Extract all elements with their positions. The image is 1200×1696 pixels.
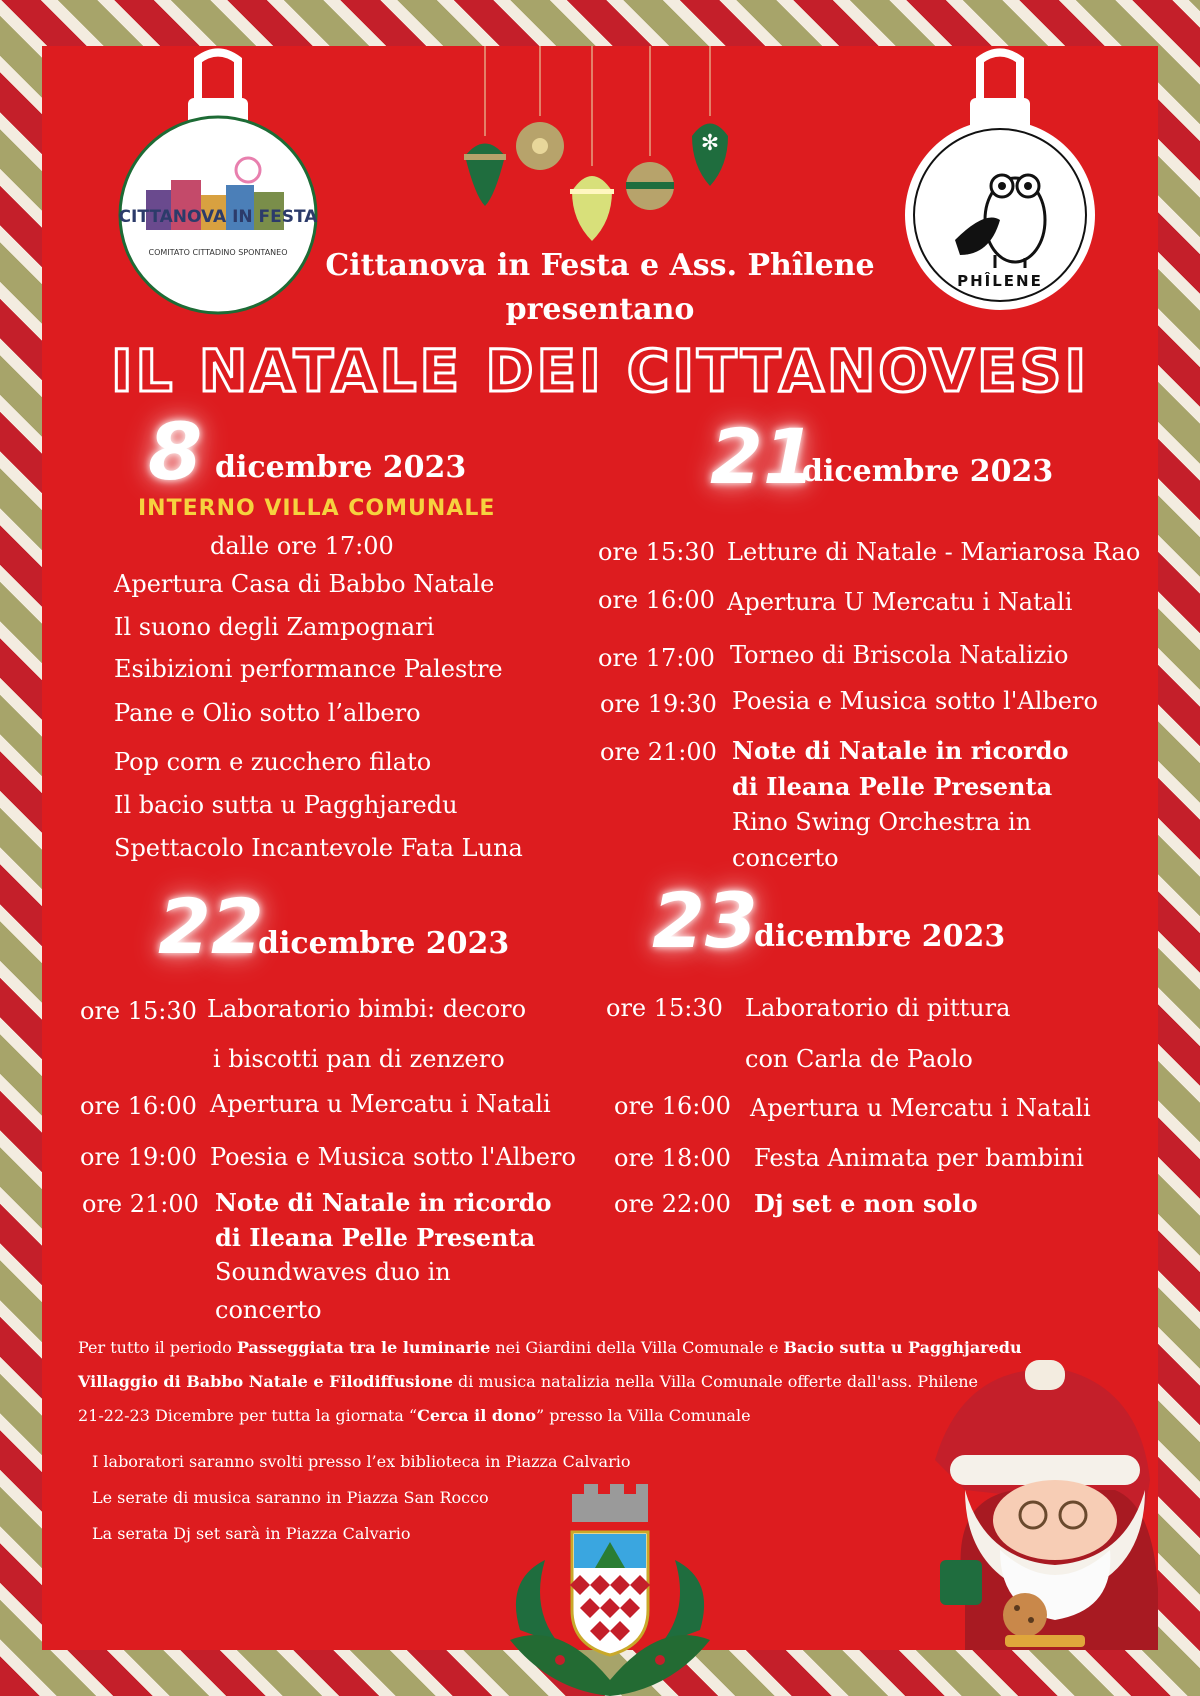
event-text: Apertura u Mercatu i Natali bbox=[210, 1090, 551, 1118]
event-text: concerto bbox=[215, 1296, 322, 1324]
day22-date: dicembre 2023 bbox=[258, 926, 510, 961]
list-item: Spettacolo Incantevole Fata Luna bbox=[114, 834, 523, 862]
event-text: i biscotti pan di zenzero bbox=[213, 1045, 505, 1073]
note-text-bold: Passeggiata tra le luminarie bbox=[236, 1338, 491, 1357]
event-time: ore 16:00 bbox=[598, 586, 715, 614]
note-text-bold: Villaggio di Babbo Natale e Filodiffusione bbox=[78, 1372, 453, 1391]
event-text: Soundwaves duo in bbox=[215, 1258, 451, 1286]
list-item: Il suono degli Zampognari bbox=[114, 613, 435, 641]
event-text-bold: Dj set e non solo bbox=[754, 1189, 978, 1218]
day8-date: dicembre 2023 bbox=[215, 450, 467, 485]
logo-name: PHÎLENE bbox=[957, 272, 1043, 290]
santa-claus-icon bbox=[905, 1350, 1158, 1650]
day21-date: dicembre 2023 bbox=[802, 454, 1054, 489]
note-text: nei Giardini della Villa Comunale e bbox=[490, 1338, 784, 1357]
event-text: Poesia e Musica sotto l'Albero bbox=[732, 687, 1098, 715]
hanging-ornaments-icon bbox=[450, 46, 740, 256]
event-time: ore 16:00 bbox=[614, 1092, 731, 1120]
coat-of-arms-icon bbox=[500, 1480, 720, 1696]
day21-number: 21 bbox=[710, 412, 816, 501]
note-text-bold: Cerca il dono bbox=[417, 1406, 537, 1425]
event-time: ore 22:00 bbox=[614, 1190, 731, 1218]
location-note: Le serate di musica saranno in Piazza San Rocco bbox=[92, 1488, 489, 1507]
event-text: Apertura u Mercatu i Natali bbox=[750, 1094, 1091, 1122]
event-time: ore 16:00 bbox=[80, 1092, 197, 1120]
logo-title: CITTANOVA IN FESTA bbox=[118, 207, 318, 227]
note-text: Per tutto il periodo bbox=[78, 1338, 237, 1357]
note-text: ” presso la Villa Comunale bbox=[536, 1406, 751, 1425]
event-text-bold: di Ileana Pelle Presenta bbox=[215, 1223, 536, 1252]
day22-number: 22 bbox=[158, 882, 264, 971]
event-time: ore 17:00 bbox=[598, 644, 715, 672]
note-line-3 bbox=[78, 1406, 751, 1425]
logo-subtitle: COMITATO CITTADINO SPONTANEO bbox=[148, 248, 288, 257]
location-note: La serata Dj set sarà in Piazza Calvario bbox=[92, 1524, 411, 1543]
location-note: I laboratori saranno svolti presso l’ex biblioteca in Piazza Calvario bbox=[92, 1452, 631, 1471]
event-text-bold: di Ileana Pelle Presenta bbox=[732, 772, 1053, 801]
list-item: Il bacio sutta u Pagghjaredu bbox=[114, 791, 458, 819]
event-text: concerto bbox=[732, 844, 839, 872]
day23-number: 23 bbox=[652, 876, 758, 965]
event-text-bold: Note di Natale in ricordo bbox=[215, 1188, 552, 1217]
event-text: Laboratorio di pittura bbox=[745, 994, 1011, 1022]
event-text: Apertura U Mercatu i Natali bbox=[727, 588, 1073, 616]
day23-date: dicembre 2023 bbox=[754, 919, 1006, 954]
event-time: ore 18:00 bbox=[614, 1144, 731, 1172]
event-text: Torneo di Briscola Natalizio bbox=[730, 641, 1069, 669]
presenter-line1: Cittanova in Festa e Ass. Phîlene bbox=[325, 248, 875, 283]
day8-venue: INTERNO VILLA COMUNALE bbox=[138, 496, 496, 521]
event-text: Poesia e Musica sotto l'Albero bbox=[210, 1143, 576, 1171]
event-text-bold: Note di Natale in ricordo bbox=[732, 736, 1069, 765]
list-item: Pop corn e zucchero filato bbox=[114, 748, 432, 776]
svg-text:✻: ✻ bbox=[700, 131, 720, 156]
day8-number: 8 bbox=[148, 408, 203, 498]
event-time: ore 15:30 bbox=[606, 994, 723, 1022]
note-line-2 bbox=[78, 1372, 978, 1391]
note-text: 21-22-23 Dicembre per tutta la giornata “ bbox=[78, 1406, 418, 1425]
event-text: Letture di Natale - Mariarosa Rao bbox=[727, 538, 1141, 566]
event-text: con Carla de Paolo bbox=[745, 1045, 973, 1073]
event-time: ore 19:30 bbox=[600, 690, 717, 718]
event-time: ore 15:30 bbox=[598, 538, 715, 566]
note-text: di musica natalizia nella Villa Comunale offerte dall'ass. Philene bbox=[452, 1372, 978, 1391]
note-line-1 bbox=[78, 1338, 1022, 1357]
note-text-bold: Bacio sutta u Pagghjaredu bbox=[783, 1338, 1022, 1357]
event-time: ore 21:00 bbox=[82, 1190, 199, 1218]
event-text: Festa Animata per bambini bbox=[754, 1144, 1084, 1172]
event-time: ore 21:00 bbox=[600, 738, 717, 766]
list-item: Pane e Olio sotto l’albero bbox=[114, 699, 421, 727]
event-text: Rino Swing Orchestra in bbox=[732, 808, 1032, 836]
event-time: ore 19:00 bbox=[80, 1143, 197, 1171]
presenter-line2: presentano bbox=[505, 292, 695, 327]
event-text: Laboratorio bimbi: decoro bbox=[207, 995, 527, 1023]
main-title: IL NATALE DEI CITTANOVESI bbox=[110, 337, 1090, 405]
list-item: Apertura Casa di Babbo Natale bbox=[114, 570, 495, 598]
event-time: ore 15:30 bbox=[80, 997, 197, 1025]
list-item: Esibizioni performance Palestre bbox=[114, 655, 503, 683]
day8-start-time: dalle ore 17:00 bbox=[210, 532, 394, 560]
